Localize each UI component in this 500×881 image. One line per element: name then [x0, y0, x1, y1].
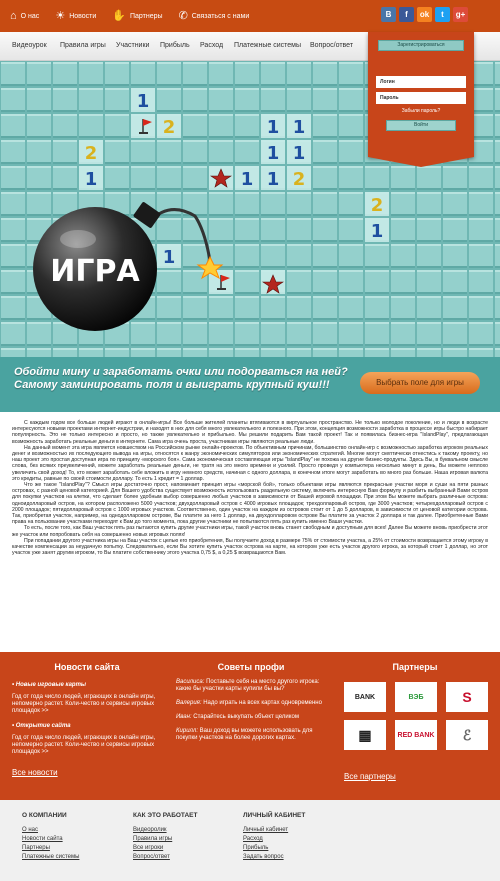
- footer-link[interactable]: Платежные системы: [22, 854, 80, 860]
- footer: [0, 800, 500, 881]
- tips-column: [176, 652, 326, 742]
- svg-text:1: 1: [162, 247, 176, 268]
- footer-link[interactable]: О нас: [22, 827, 38, 833]
- footer-col-title: О КОМПАНИИ: [22, 812, 67, 819]
- news-title: Новости сайта: [54, 662, 120, 672]
- svg-text:1: 1: [84, 169, 98, 190]
- login-panel: [368, 32, 474, 157]
- partner-green-icon[interactable]: ВЭБ: [395, 682, 437, 712]
- all-news-link[interactable]: Все новости: [12, 768, 58, 777]
- menu-item-payment-systems[interactable]: Платежные системы: [234, 42, 301, 49]
- svg-text:1: 1: [240, 169, 254, 190]
- svg-text:2: 2: [370, 195, 384, 216]
- all-partners-link[interactable]: Все партнеры: [344, 772, 396, 781]
- news-item-body[interactable]: Год от года число людей, играющих в онлайн игры, непомерно растет. Коли-чество и сервисы игровых площадок >>: [12, 694, 156, 714]
- tip-text: Ваш доход вы можете использовать для покупки участков на более дорогих картах.: [176, 728, 313, 741]
- footer-col-how: [133, 812, 197, 863]
- topnav-label: О нас: [20, 12, 40, 20]
- register-button[interactable]: Зарегистрироваться: [378, 40, 464, 51]
- footer-col-company: [22, 812, 79, 863]
- svg-text:1: 1: [266, 169, 280, 190]
- svg-text:1: 1: [292, 117, 306, 138]
- menu-item-participants[interactable]: Участники: [116, 42, 150, 49]
- topnav-label: Партнеры: [130, 12, 163, 20]
- news-item-body[interactable]: Год от года число людей, играющих в онлайн игры, непомерно растет. Коли-чество и сервисы игровых площадок >>: [12, 735, 156, 755]
- footer-col-title: КАК ЭТО РАБОТАЕТ: [133, 812, 198, 819]
- social-links: [381, 7, 468, 22]
- tip-author: Василиса:: [176, 679, 205, 685]
- tip-author: Валерия:: [176, 700, 202, 706]
- menu-item-expense[interactable]: Расход: [200, 42, 224, 49]
- tip-author: Иван:: [176, 714, 192, 720]
- menu-item-videolesson[interactable]: Видеоурок: [12, 42, 47, 49]
- svg-text:1: 1: [266, 117, 280, 138]
- tip-item: [176, 714, 326, 721]
- partner-building-icon[interactable]: ▦: [344, 720, 386, 750]
- partner-letter-icon[interactable]: ℰ: [446, 720, 488, 750]
- topnav-item-contact[interactable]: [179, 11, 250, 22]
- svg-text:1: 1: [292, 143, 306, 164]
- tip-text: Надо играть на всех картах одновременно: [203, 700, 322, 706]
- news-item-title[interactable]: • Новые игровые карты: [12, 682, 87, 688]
- svg-text:2: 2: [292, 169, 306, 190]
- footer-link[interactable]: Задать вопрос: [243, 854, 284, 860]
- article-paragraph: С каждым годом все больше людей играют в онлайн-игры! Все больше жителей планеты втягиваются в виртуальное пространство. Не только молодое поколение, но и люди в возрасте интересуются новыми проектами интернет-индустрии, и находят в них для себя много увлекательного и полезного. При этом, концепция возможности заработка в процессе игры быстро набирает популярность. Это не только интересно и просто, но также увлекательно и прибыльно. Мы решили подарить Вам такой проект! Так и появилась бизнес-игра "IslandPlay", предлагающая возможность заработать реальные деньги в интернете. Сама игра очень проста, участникам игры являются реальные люди.: [12, 420, 488, 445]
- svg-text:1: 1: [370, 221, 384, 242]
- partners-title: Партнеры: [392, 662, 438, 672]
- footer-link[interactable]: Видеоролик: [133, 827, 167, 833]
- home-icon: ⌂: [10, 9, 17, 22]
- odnoklassniki-icon[interactable]: ok: [417, 7, 432, 22]
- footer-link[interactable]: Расход: [243, 836, 263, 842]
- partners-grid: [344, 682, 490, 750]
- footer-link[interactable]: Вопрос/ответ: [133, 854, 170, 860]
- svg-text:2: 2: [84, 143, 98, 164]
- footer-link[interactable]: Личный кабинет: [243, 827, 289, 833]
- promo-strip: [0, 357, 500, 412]
- footer-link[interactable]: Все игроки: [133, 845, 164, 851]
- partners-column: [340, 652, 490, 781]
- vk-icon[interactable]: В: [381, 7, 396, 22]
- tip-item: [176, 728, 326, 742]
- partner-bank-icon[interactable]: BANK: [344, 682, 386, 712]
- top-nav: [10, 0, 249, 32]
- topnav-item-partners[interactable]: [112, 11, 162, 22]
- tip-item: [176, 679, 326, 693]
- bomb-label: ИГРА: [50, 254, 140, 289]
- tip-text: Старайтесь выкупать объект целиком: [193, 714, 299, 720]
- footer-link[interactable]: Прибыль: [243, 845, 269, 851]
- article-paragraph: Что же такое "IslandPlay"? Смысл игры достаточно прост, напоминает принцип игры «морской бой», только объектами игры являются прекрасные участки моря и суши на пяти разных островах, с разной ценовой категорией. Для Вашего удобства существует возможность использовать раздельную систему, включить интересную Вам формулу и разбить выбранный Вами остров для покупки участков на клетки, что сделает более удобным выбор совершенно любых участков в зависимости от Вашей игровой площадки. При этом Вы можете выбрать различные острова: одноидолларовый остров, на котором расположено 5000 участков; двухдолларовый остров с 4000 игровых площадок; трехдолларовый остров, где 3000 участков; четырехдолларовый остров с 2000 площадок; пятидолларовый остров с 1000 игровых участков. Соответственно, один участок на каждом из островов стоит от 1 до 5 долларов, в зависимости от ценовой категории острова. Так, приобретая участок, например, на однодолларовом острове, Вы платите за него 1 доллар, на двухдолларовом острове Вы платите за участок 2 доллара и так далее. Приобретенные Вами права на пользование участками переходят к Вам до того момента, пока другие участники не попытаются пять раз купить именно Ваши участки.: [12, 482, 488, 526]
- twitter-icon[interactable]: t: [435, 7, 450, 22]
- phone-icon: ✆: [178, 9, 188, 22]
- partner-redbank-icon[interactable]: RED BANK: [395, 720, 437, 750]
- article-paragraph: При попадании другого участника игры на Ваш участок с целью его приобретения, Вы получаете доход в размере 75% от стоимости участка, а 25% от стоимости возвращается этому игроку в качестве компенсации за неудачную попытку. Следовательно, если Вы хотите купить участок острова на карте, на котором уже есть участок другого игрока, за который стоит 1 доллар, но этот участок уже занят другим игроком, то Вы платите собственнику этого участка 0,75 $, а 0,25 $ возвращаются Вам.: [12, 537, 488, 557]
- promo-text: Обойти мину и заработать очки или подорваться на ней? Самому заминировать поля и выиграть крупный куш!!!: [14, 366, 348, 391]
- googleplus-icon[interactable]: g+: [453, 7, 468, 22]
- article-paragraph: То есть, после того, как Ваш участок пять раз пытаются купить другие участники игры, такой участок вновь станет свободным и доступным для всех! Далее Вы можете вновь приобрести этот же участок или попробовать себя на совершенно новых игровых полях!: [12, 525, 488, 538]
- menu-item-faq[interactable]: Вопрос/ответ: [310, 42, 354, 49]
- svg-text:1: 1: [266, 143, 280, 164]
- choose-field-button[interactable]: Выбрать поле для игры: [360, 372, 480, 394]
- tip-item: [176, 700, 326, 707]
- facebook-icon[interactable]: f: [399, 7, 414, 22]
- article-text: [12, 420, 488, 556]
- topnav-item-about[interactable]: [10, 11, 39, 22]
- handshake-icon: ✋: [112, 9, 126, 22]
- forgot-password-link[interactable]: Забыли пароль?: [401, 108, 441, 114]
- article-paragraph: На данный момент эта игра является новшеством на Российском рынке онлайн-проектов. По объективным причинам, большинство онлайн-игр с возможностью заработка игроком реальных денег и возможностью их последующего вывода на игры, относятся к жанру экономических симуляторов или экономических стратегий. Многие могут скептически отнестись к такому проекту, но наш проект это простая доступная игра по принципу «морского боя». Сама экономическая составляющая игры "IslandPlay" не похожа на другие бизнес-продукты. Здесь Вы, в буквальном смысле слова, без всяких преувеличений, можете заработать реальные деньги, не тратя на это много времени и усилий. Просто проведя у компьютера несколько минут в день, Вы можете неплохо увеличить свой доход! То, кто может заработать себе вложить в игру немного средств, начиная с одного доллара, в конечном итоге могут заработать во много раз больше. Наша игровая валюта это кредиты, равные по своей стоимости доллару. То есть 1 кредит = 1 доллар.: [12, 444, 488, 482]
- partner-sberstyle-icon[interactable]: S: [446, 682, 488, 712]
- tip-author: Кирилл:: [176, 728, 198, 734]
- menu-item-rules[interactable]: Правила игры: [60, 42, 106, 49]
- login-button[interactable]: Войти: [386, 120, 456, 131]
- footer-link[interactable]: Партнеры: [22, 845, 50, 851]
- login-panel-tail: [368, 157, 474, 167]
- topnav-label: Новости: [69, 12, 97, 20]
- password-field[interactable]: Пароль: [376, 92, 466, 104]
- menu-item-profit[interactable]: Прибыль: [160, 42, 190, 49]
- login-field[interactable]: Логин: [376, 76, 466, 88]
- topnav-label: Связаться с нами: [191, 12, 250, 20]
- top-bar: [0, 0, 500, 32]
- bulb-icon: ☀: [55, 9, 66, 22]
- topnav-item-news[interactable]: [55, 11, 96, 22]
- news-column: [12, 652, 162, 777]
- footer-link[interactable]: Новости сайта: [22, 836, 63, 842]
- footer-col-title: ЛИЧНЫЙ КАБИНЕТ: [243, 812, 306, 819]
- news-item-title[interactable]: • Открытие сайта: [12, 723, 71, 729]
- svg-text:1: 1: [136, 91, 150, 112]
- info-section: [0, 652, 500, 800]
- tip-text: Поставьте себя на место другого игрока: какие бы участки карты купили бы вы?: [176, 679, 320, 692]
- footer-link[interactable]: Правила игры: [133, 836, 173, 842]
- svg-text:2: 2: [162, 117, 176, 138]
- footer-col-cabinet: [243, 812, 305, 863]
- tips-title: Советы профи: [217, 662, 285, 672]
